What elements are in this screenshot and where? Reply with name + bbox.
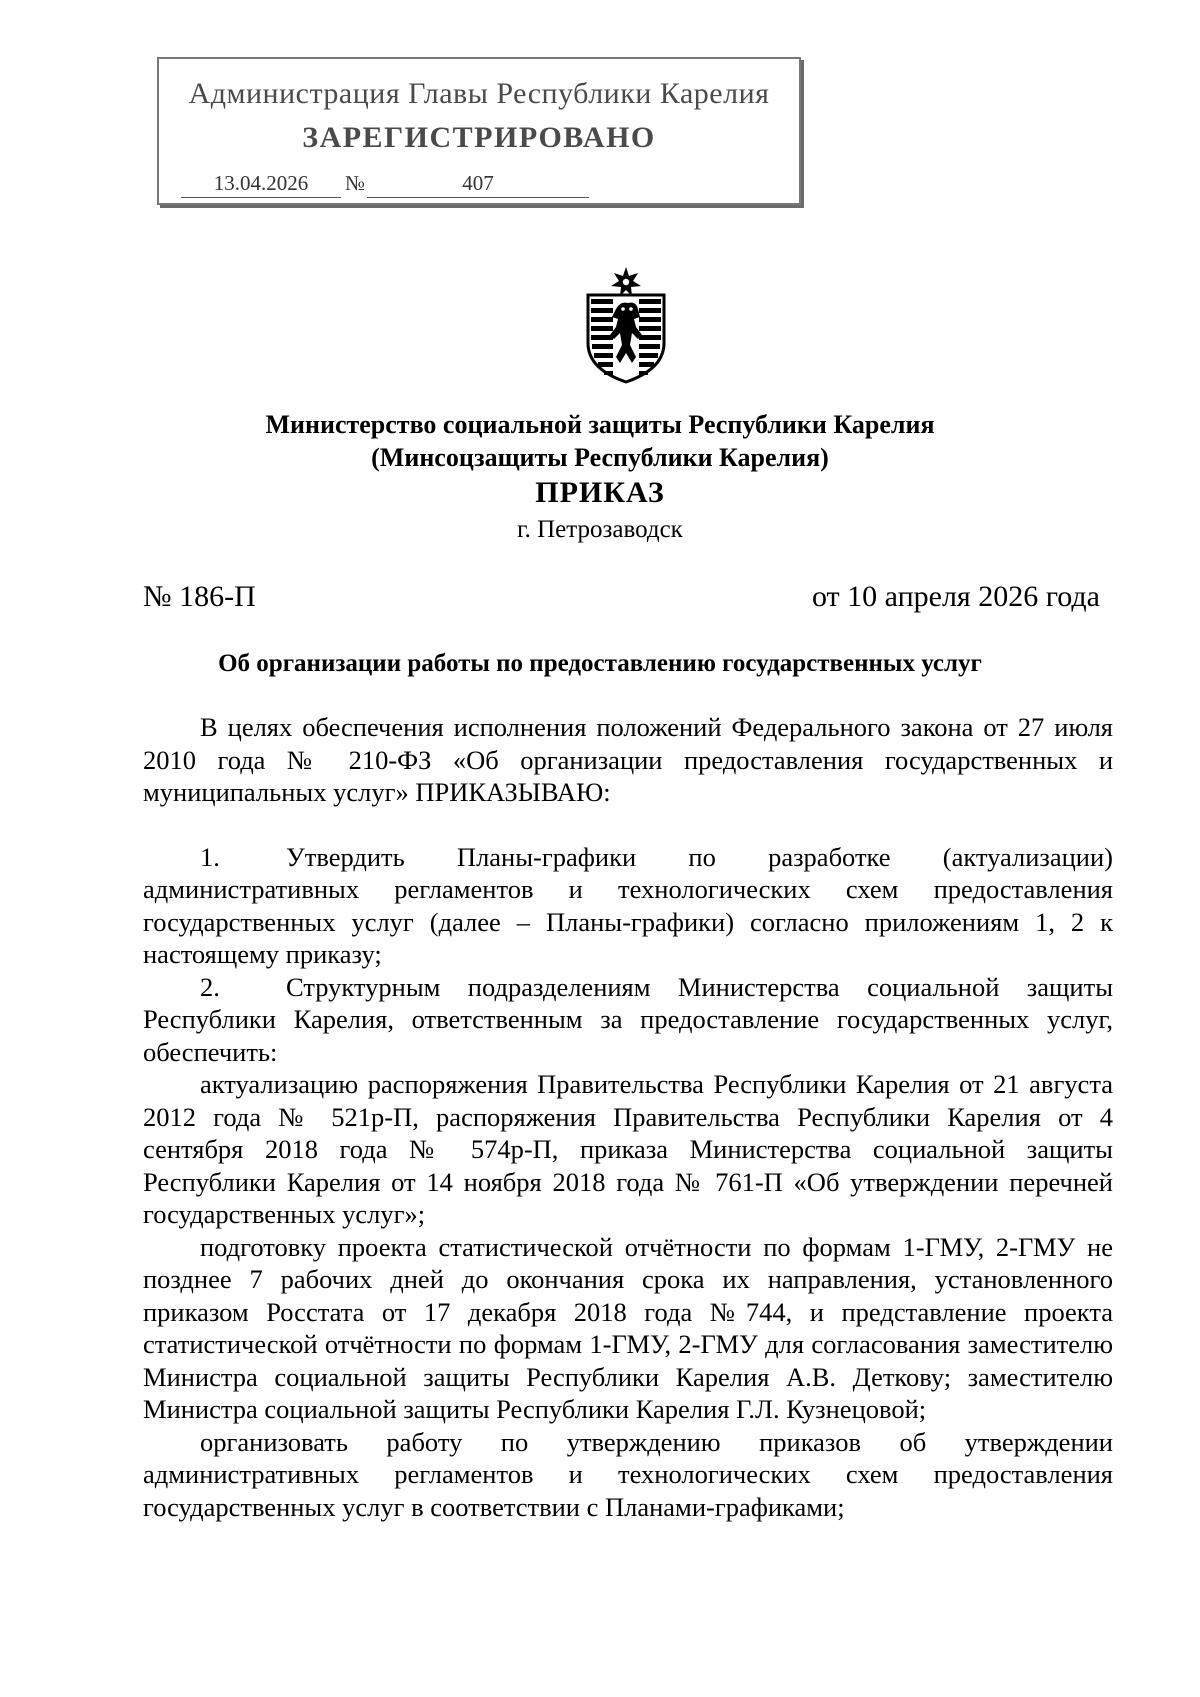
list-item-1-text: Утвердить Планы-графики по разработке (актуализации) административных регламентов и технологических схем предоставления государственных услуг (далее – Планы-графики) согласно приложениям 1, 2 к настоящему приказу;	[143, 841, 1113, 969]
list-item-1	[143, 841, 1113, 971]
sub-item-2: подготовку проекта статистической отчётности по формам 1-ГМУ, 2-ГМУ не позднее 7 рабочих дней до окончания срока их направления, установленного приказом Росстата от 17 декабря 2018 года №744, и представление проекта статистической отчётности по формам 1-ГМУ, 2-ГМУ для согласования заместителю Министра социальной защиты Республики Карелия А.В. Деткову; заместителю Министра социальной защиты Республики Карелия Г.Л. Кузнецовой;	[143, 1231, 1113, 1424]
stamp-number-label: №	[345, 171, 366, 195]
list-item-2-number: 2.	[200, 971, 220, 1002]
ministry-short-name: (Минсоцзащиты Республики Карелия)	[371, 443, 829, 472]
sub-item-1: актуализацию распоряжения Правительства Республики Карелия от 21 августа 2012 года № 521р-П, распоряжения Правительства Республики Карелия от 4 сентября 2018 года № 574р-П, приказа Министерства социальной защиты Республики Карелия от 14 ноября 2018 года № 761-П «Об утверждении перечней государственных услуг»;	[143, 1069, 1113, 1229]
coat-of-arms-icon	[580, 265, 672, 385]
stamp-date: 13.04.2026	[181, 171, 341, 198]
order-number: № 186-П	[143, 580, 256, 613]
stamp-organization: Администрация Главы Республики Карелия	[188, 77, 770, 110]
document-subject: Об организации работы по предоставлению государственных услуг	[218, 650, 982, 677]
city: г. Петрозаводск	[517, 516, 683, 543]
document-body	[143, 711, 1113, 1523]
ministry-name: Министерство социальной защиты Республики Карелия	[265, 410, 935, 439]
intro-paragraph: В целях обеспечения исполнения положений Федерального закона от 27 июля 2010 года № 210-ФЗ «Об организации предоставления государственных и муниципальных услуг» ПРИКАЗЫВАЮ:	[143, 712, 1113, 807]
document-type: ПРИКАЗ	[535, 476, 665, 509]
stamp-number: 407	[367, 171, 589, 198]
stamp-status: ЗАРЕГИСТРИРОВАНО	[302, 121, 656, 154]
order-date: от 10 апреля 2026 года	[811, 580, 1100, 613]
list-item-1-number: 1.	[200, 841, 220, 872]
list-item-2	[143, 971, 1113, 1069]
registration-stamp	[157, 57, 801, 205]
sub-item-3: организовать работу по утверждению приказов об утверждении административных регламентов и технологических схем предоставления государственных услуг в соответствии с Планами-графиками;	[143, 1426, 1113, 1522]
stamp-registration-line	[181, 171, 589, 198]
list-item-2-text: Структурным подразделениям Министерства социальной защиты Республики Карелия, ответственным за предоставление государственных услуг, обеспечить:	[143, 971, 1113, 1067]
